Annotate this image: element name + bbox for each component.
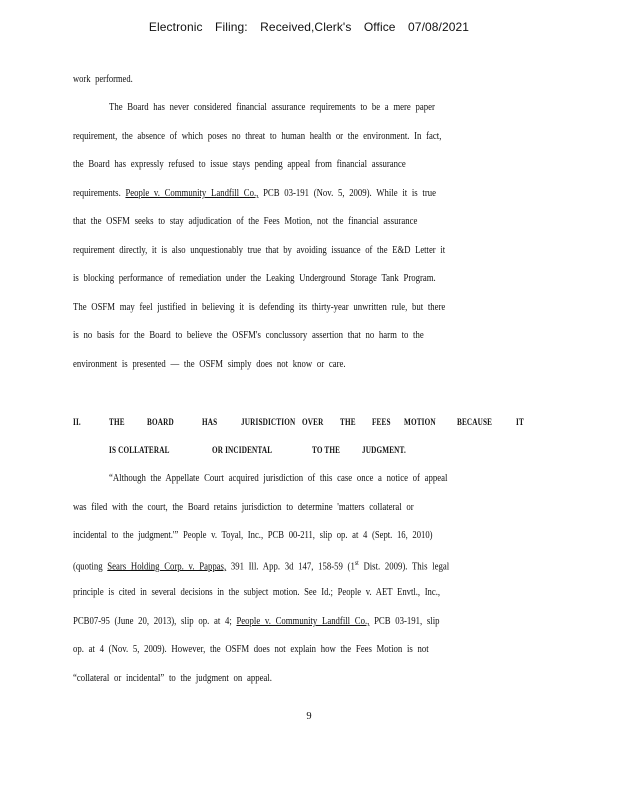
superscript: st — [354, 559, 359, 567]
text-line: The Board has never considered financial assurance requirements to be a mere paper — [109, 102, 435, 113]
text-line: The OSFM may feel justified in believing it is defending its thirty-year unwritten rule, but there — [73, 302, 446, 313]
heading-word: HAS — [202, 417, 218, 427]
heading-word: BECAUSE — [457, 417, 493, 427]
text-line — [73, 188, 436, 199]
filing-stamp-header: Electronic Filing: Received,Clerk's Office 07/08/2021 — [148, 20, 470, 34]
heading-word: FEES — [372, 417, 391, 427]
heading-word: IS COLLATERAL — [109, 445, 170, 455]
heading-word: BOARD — [147, 417, 174, 427]
heading-word: MOTION — [404, 417, 436, 427]
text-line — [73, 559, 449, 572]
heading-word: OR INCIDENTAL — [212, 445, 273, 455]
section-number: II. — [73, 417, 81, 427]
text-line: was filed with the court, the Board retains jurisdiction to determine 'matters collateral or — [73, 502, 414, 513]
heading-word: IT — [516, 417, 524, 427]
case-citation: Sears Holding Corp. v. Pappas, — [107, 561, 227, 573]
text-fragment: Dist. 2009). This legal — [358, 561, 450, 573]
heading-word: TO THE — [312, 445, 341, 455]
text-line: environment is presented — the OSFM simply does not know or care. — [73, 359, 346, 370]
text-fragment: requirements. — [73, 188, 126, 199]
text-line: requirement directly, it is also unquestionably true that by avoiding issuance of the E&D Letter it — [73, 245, 446, 256]
text-line: “collateral or incidental” to the judgment on appeal. — [73, 673, 272, 684]
text-fragment: PCB07-95 (June 20, 2013), slip op. at 4; — [73, 616, 237, 627]
text-fragment: PCB 03-191, slip — [369, 616, 440, 627]
text-line: “Although the Appellate Court acquired jurisdiction of this case once a notice of appeal — [109, 473, 448, 484]
heading-word: JURISDICTION — [241, 417, 296, 427]
text-line: incidental to the judgment.'” People v. Toyal, Inc., PCB 00-211, slip op. at 4 (Sept. 16, 2010) — [73, 530, 433, 541]
heading-word: OVER — [302, 417, 324, 427]
text-fragment: 391 Ill. App. 3d 147, 158-59 (1 — [226, 561, 355, 573]
text-line: op. at 4 (Nov. 5, 2009). However, the OSFM does not explain how the Fees Motion is not — [73, 644, 429, 655]
heading-word: THE — [109, 417, 125, 427]
text-fragment: PCB 03-191 (Nov. 5, 2009). While it is true — [258, 188, 436, 199]
text-line: that the OSFM seeks to stay adjudication of the Fees Motion, not the financial assurance — [73, 216, 418, 227]
heading-word: THE — [340, 417, 356, 427]
heading-word: JUDGMENT. — [362, 445, 406, 455]
text-line: principle is cited in several decisions in the subject motion. See Id.; People v. AET Envtl., Inc., — [73, 587, 441, 598]
text-fragment: (quoting — [73, 561, 108, 573]
case-citation: People v. Community Landfill Co., — [125, 188, 259, 199]
text-line: work performed. — [73, 74, 133, 85]
text-line — [73, 616, 439, 627]
text-line: is no basis for the Board to believe the OSFM's conclussory assertion that no harm to the — [73, 330, 424, 341]
text-line: the Board has expressly refused to issue stays pending appeal from financial assurance — [73, 159, 406, 170]
text-line: is blocking performance of remediation under the Leaking Underground Storage Tank Program. — [73, 273, 436, 284]
case-citation: People v. Community Landfill Co., — [236, 616, 370, 627]
text-line: requirement, the absence of which poses no threat to human health or the environment. In fact, — [73, 131, 442, 142]
page-number: 9 — [306, 711, 312, 722]
